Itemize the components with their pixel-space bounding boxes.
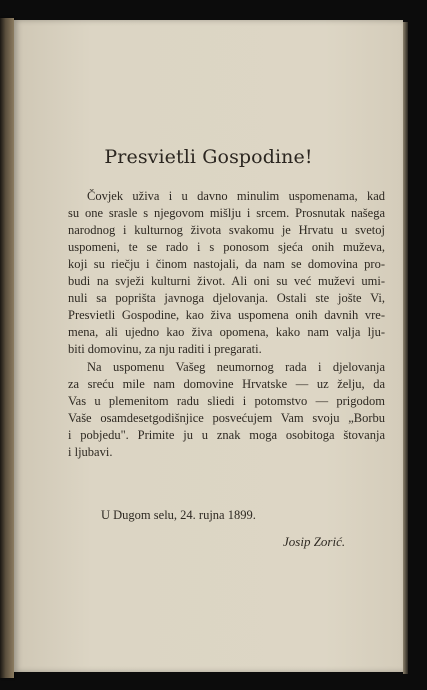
text-line: i pobjedu". Primite ju u znak moga osobitoga štovanja [68, 428, 385, 442]
page-stack-edge [403, 22, 408, 674]
text-line: za sreću mile nam domovine Hrvatske — uz želju, da [68, 377, 385, 391]
text-line: uspomeni, te se rado i s ponosom sjeća onih muževa, [68, 240, 385, 254]
text-line: budi na svježi kulturni život. Ali oni su već muževi umi- [68, 274, 385, 288]
book-page [14, 20, 403, 672]
dateline: U Dugom selu, 24. rujna 1899. [101, 508, 256, 522]
text-line: Vaše osamdesetgodišnjice posvećujem Vam svoju „Borbu [68, 411, 385, 425]
text-line: Na uspomenu Vašeg neumornog rada i djelovanja [87, 360, 385, 374]
text-line: Čovjek uživa i u davno minulim uspomenama, kad [87, 189, 385, 203]
text-line: koji su riečju i činom nastojali, da nam se domovina pro- [68, 257, 385, 271]
signature: Josip Zorić. [283, 534, 346, 549]
book-spine-edge [0, 18, 14, 678]
text-line: su one srasle s njegovom mišlju i srcem. Prosnutak našega [68, 206, 385, 220]
text-line: i ljubavi. [68, 445, 113, 459]
text-line: Vas u plemenitom radu sliedi i potomstvo — prigodom [68, 394, 385, 408]
text-line: nuli sa poprišta javnoga djelovanja. Ostali ste jošte Vi, [68, 291, 385, 305]
text-line: mena, ali ujedno kao živa opomena, kako nam valja lju- [68, 325, 385, 339]
dedication-title: Presvietli Gospodine! [104, 146, 313, 168]
text-line: narodnog i kulturnog života svakomu je Hrvatu u svetoj [68, 223, 385, 237]
text-line: biti domovinu, za nju raditi i pregarati. [68, 342, 262, 356]
text-line: Presvietli Gospodine, kao živa uspomena onih davnih vre- [68, 308, 385, 322]
